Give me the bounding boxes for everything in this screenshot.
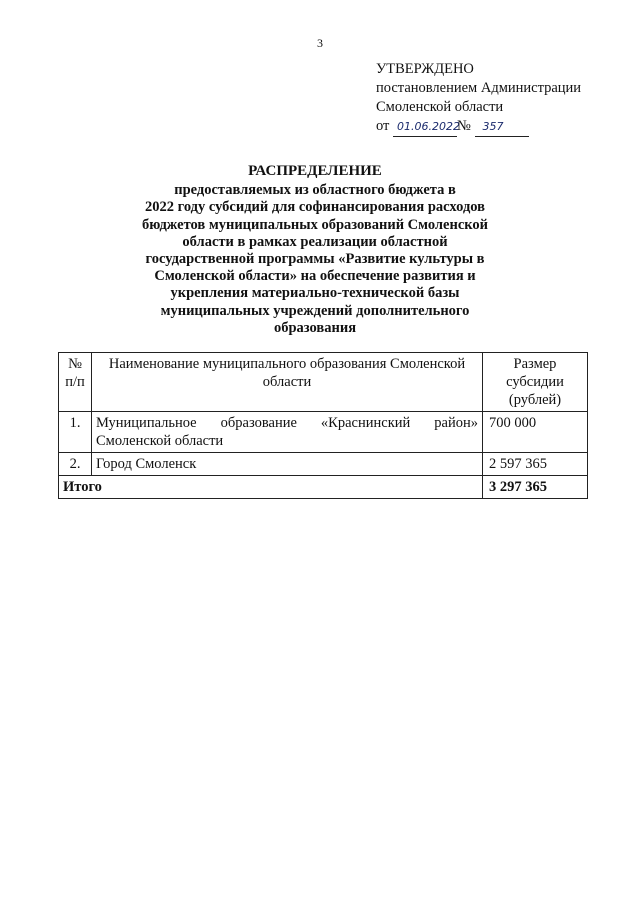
approval-line-1: постановлением Администрации: [376, 80, 582, 96]
table-row: [59, 412, 588, 453]
table-row: [59, 453, 588, 476]
table-total-row: [59, 476, 588, 499]
subtitle-line: области в рамках реализации областной: [182, 233, 448, 250]
heading: РАСПРЕДЕЛЕНИЕ: [248, 163, 382, 179]
approval-line-2: Смоленской области: [376, 99, 504, 115]
approval-title: УТВЕРЖДЕНО: [376, 61, 474, 77]
approval-from-label: от: [376, 118, 390, 134]
row-num: 2.: [59, 453, 92, 476]
subtitle-line: образования: [273, 319, 357, 336]
approval-date-line: [376, 117, 581, 137]
number-sign: №: [457, 118, 471, 134]
subtitle-line: муниципальных учреждений дополнительного: [160, 302, 470, 319]
handwritten-date: 01.06.2022: [393, 117, 457, 137]
header-num: № п/п: [59, 353, 92, 412]
subtitle-line: предоставляемых из областного бюджета в: [174, 182, 456, 199]
subtitle-line: государственной программы «Развитие культуры в: [145, 251, 485, 268]
distribution-table: [58, 352, 588, 499]
subtitle-line: укрепления материально-технической базы: [170, 285, 460, 302]
page-number: 3: [317, 36, 323, 50]
subtitle-line: 2022 году субсидий для софинансирования расходов: [144, 199, 486, 216]
row-name: Муниципальное образование «Краснинский район» Смоленской области: [92, 412, 483, 453]
table-header-row: [59, 353, 588, 412]
handwritten-number: 357: [475, 117, 529, 137]
document-title: [100, 163, 530, 337]
header-name: Наименование муниципального образования Смоленской области: [92, 353, 483, 412]
row-sum: 2 597 365: [483, 453, 588, 476]
header-sum: Размер субсидии (рублей): [483, 353, 588, 412]
approval-block: [376, 60, 581, 137]
row-num: 1.: [59, 412, 92, 453]
total-label: Итого: [59, 476, 483, 499]
total-sum: 3 297 365: [483, 476, 588, 499]
subtitle-line: бюджетов муниципальных образований Смоленской: [141, 216, 489, 233]
subtitle-line: Смоленской области» на обеспечение развития и: [154, 268, 476, 285]
row-sum: 700 000: [483, 412, 588, 453]
row-name: Город Смоленск: [92, 453, 483, 476]
